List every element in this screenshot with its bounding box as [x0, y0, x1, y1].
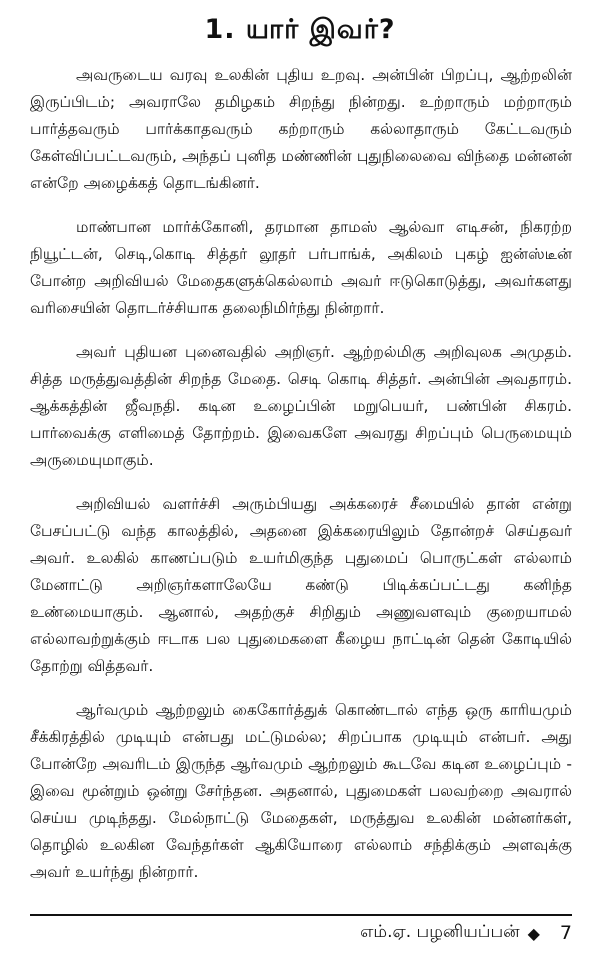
footer-rule [30, 914, 572, 916]
chapter-body [30, 62, 572, 903]
footer-author: எம்.ஏ. பழனியப்பன் [360, 922, 520, 942]
paragraph: அவருடைய வரவு உலகின் புதிய உறவு. அன்பின் பிறப்பு, ஆற்றலின் இருப்பிடம்; அவராலே தமிழகம் சிறந்து நின்றது. உற்றாரும் மற்றாரும் பார்த்தவரும் பார்க்காதவரும் கற்றாரும் கல்லாதாரும் கேட்டவரும் கேள்விப்பட்டவரும், அந்தப் புனித மண்ணின் புதுநிலைவை விந்தை மன்னன் என்றே அழைக்கத் தொடங்கினர். [30, 66, 572, 192]
page-number: 7 [559, 922, 572, 944]
diamond-icon: ◆ [527, 923, 540, 943]
paragraph: அவர் புதியன புனைவதில் அறிஞர். ஆற்றல்மிகு அறிவுலக அமுதம். சித்த மருத்துவத்தின் சிறந்த மேதை. செடி கொடி சித்தர். அன்பின் அவதாரம். ஆக்கத்தின் ஜீவநதி. கடின உழைப்பின் மறுபெயர், பண்பின் சிகரம். பார்வைக்கு எளிமைத் தோற்றம். இவைகளே அவரது சிறப்பும் பெருமையும் அருமையுமாகும். [30, 343, 572, 469]
paragraph: ஆர்வமும் ஆற்றலும் கைகோர்த்துக் கொண்டால் எந்த ஒரு காரியமும் சீக்கிரத்தில் முடியும் என்பது மட்டுமல்ல; சிறப்பாக முடியும் என்பர். அது போன்றே அவரிடம் இருந்த ஆர்வமும் ஆற்றலும் கூடவே கடின உழைப்பும் - இவை மூன்றும் ஒன்று சேர்ந்தன. அதனால், புதுமைகள் பலவற்றை அவரால் செய்ய முடிந்தது. மேல்நாட்டு மேதைகள், மருத்துவ உலகின் மன்னர்கள், தொழில் உலகின வேந்தர்கள் ஆகியோரை எல்லாம் சந்திக்கும் அளவுக்கு அவர் உயர்ந்து நின்றார். [30, 701, 572, 881]
chapter-title: 1. யார் இவர்? [204, 14, 396, 45]
paragraph: அறிவியல் வளர்ச்சி அரும்பியது அக்கரைச் சீமையில் தான் என்று பேசப்பட்டு வந்த காலத்தில், அதனை இக்கரையிலும் தோன்றச் செய்தவர் அவர். உலகில் காணப்படும் உயர்மிகுந்த புதுமைப் பொருட்கள் எல்லாம் மேனாட்டு அறிஞர்களாலேயே கண்டு பிடிக்கப்பட்டது கனிந்த உண்மையாகும். ஆனால், அதற்குச் சிறிதும் அணுவளவும் குறையாமல் எல்லாவற்றுக்கும் ஈடாக பல புதுமைகளை கீழைய நாட்டின் தென் கோடியில் தோற்று வித்தவர். [30, 495, 572, 675]
page-footer [360, 922, 572, 944]
paragraph: மாண்பான மார்க்கோனி, தரமான தாமஸ் ஆல்வா எடிசன், நிகரற்ற நியூட்டன், செடி,கொடி சித்தர் லூதர் பர்பாங்க், அகிலம் புகழ் ஐன்ஸ்டீன் போன்ற அறிவியல் மேதைகளுக்கெல்லாம் அவர் ஈடுகொடுத்து, அவர்களது வரிசையின் தொடர்ச்சியாக தலைநிமிர்ந்து நின்றார். [30, 218, 572, 317]
